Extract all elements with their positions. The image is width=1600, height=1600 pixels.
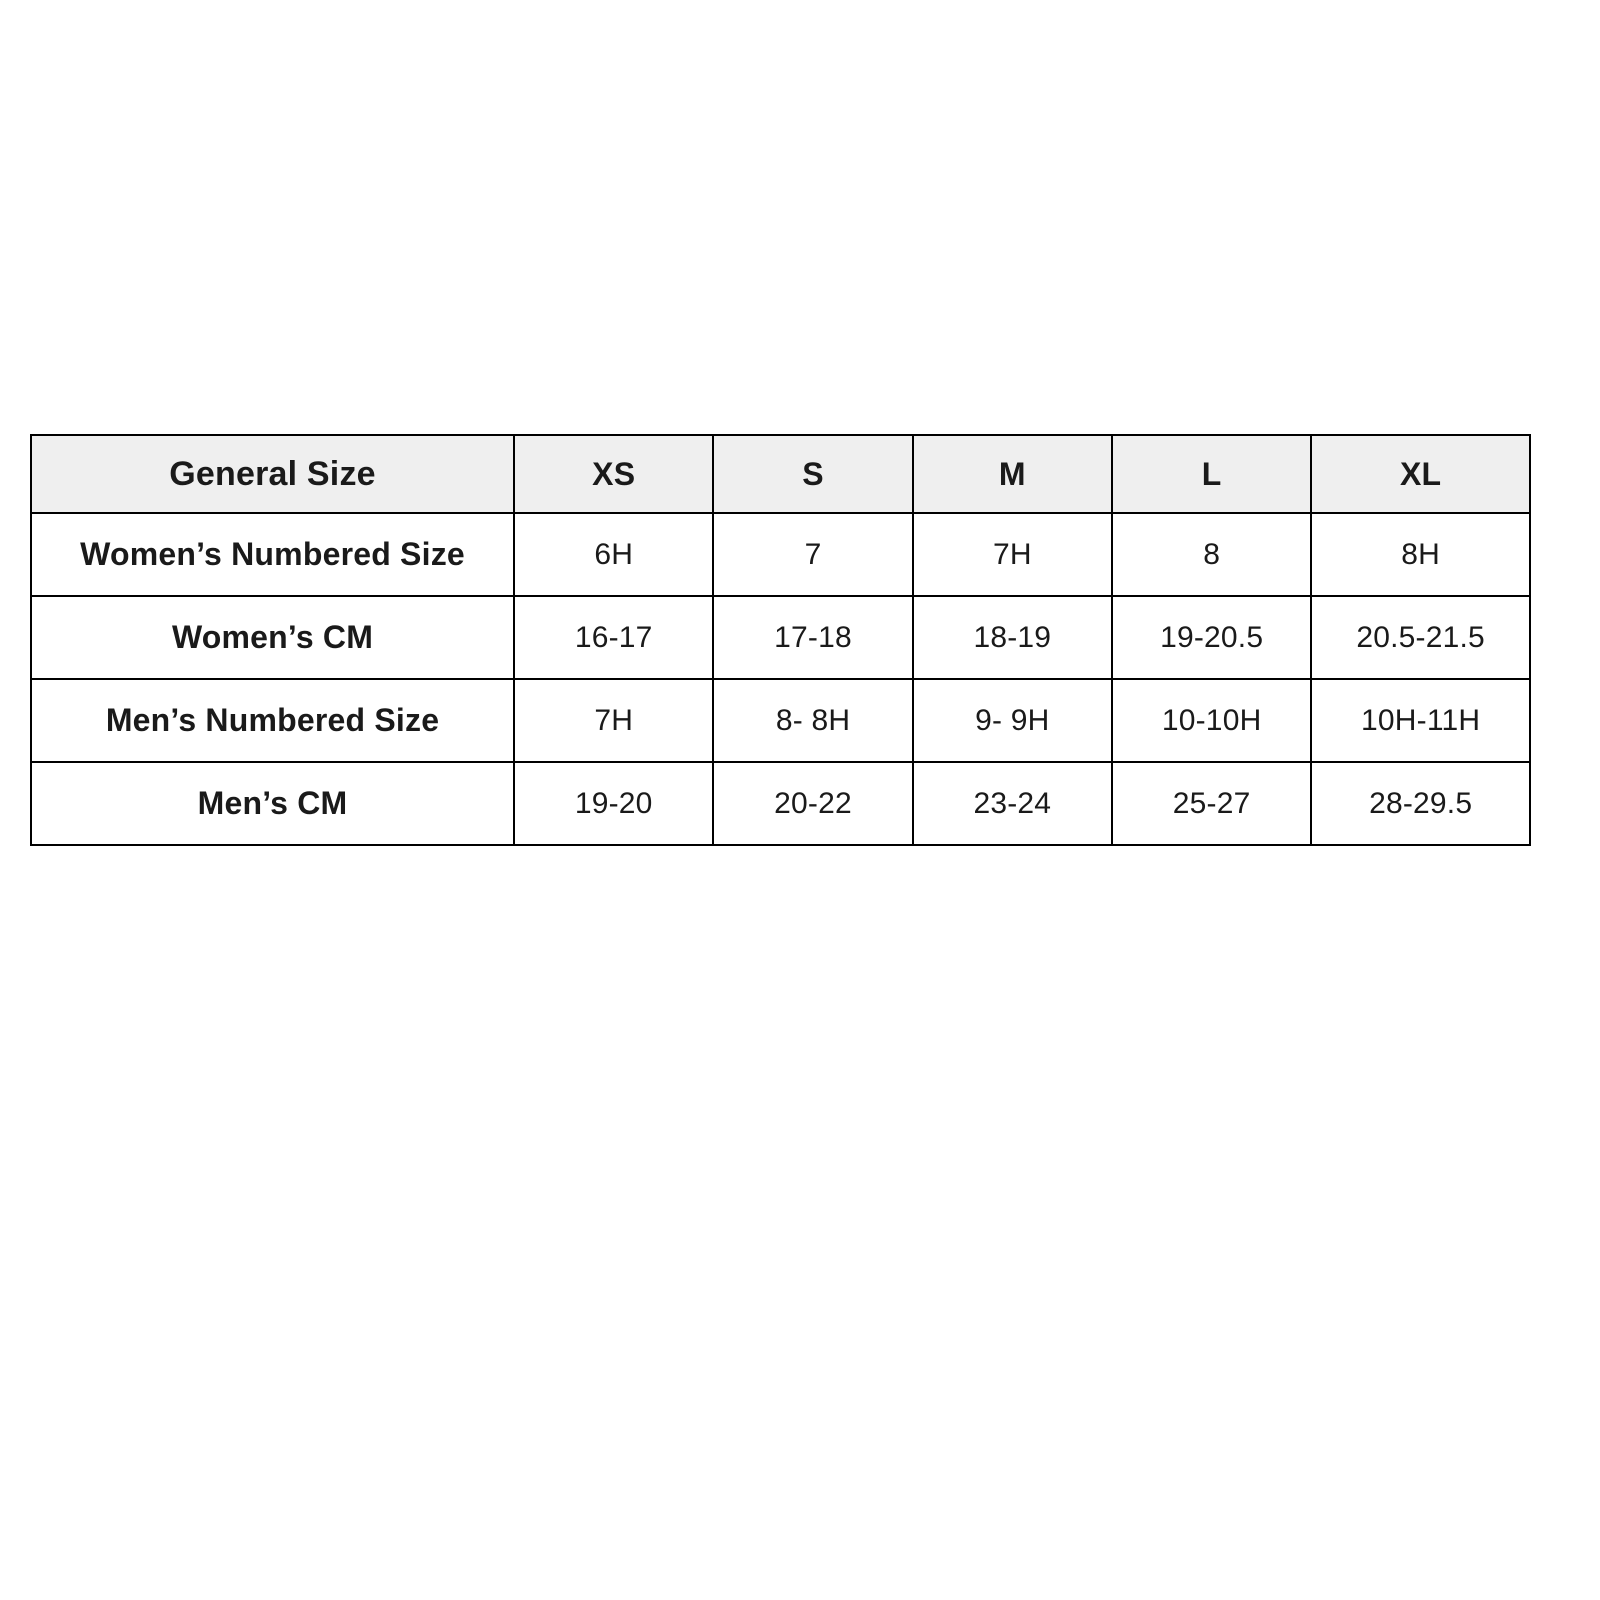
size-chart-container [30, 434, 1570, 846]
cell-mens-numbered-size-s: 8- 8H [713, 679, 912, 762]
column-header-xs: XS [514, 435, 713, 513]
cell-mens-cm-xs: 19-20 [514, 762, 713, 845]
row-label-mens-cm: Men’s CM [31, 762, 514, 845]
size-chart-table [30, 434, 1531, 846]
cell-womens-cm-s: 17-18 [713, 596, 912, 679]
row-label-womens-cm: Women’s CM [31, 596, 514, 679]
cell-mens-numbered-size-xl: 10H-11H [1311, 679, 1530, 762]
cell-mens-cm-s: 20-22 [713, 762, 912, 845]
cell-womens-numbered-size-s: 7 [713, 513, 912, 596]
cell-womens-numbered-size-xs: 6H [514, 513, 713, 596]
row-label-womens-numbered-size: Women’s Numbered Size [31, 513, 514, 596]
cell-womens-numbered-size-l: 8 [1112, 513, 1311, 596]
cell-mens-numbered-size-xs: 7H [514, 679, 713, 762]
row-label-mens-numbered-size: Men’s Numbered Size [31, 679, 514, 762]
cell-mens-cm-l: 25-27 [1112, 762, 1311, 845]
table-row [31, 679, 1530, 762]
column-header-general-size: General Size [31, 435, 514, 513]
table-row [31, 513, 1530, 596]
table-row [31, 762, 1530, 845]
cell-womens-cm-xl: 20.5-21.5 [1311, 596, 1530, 679]
column-header-m: M [913, 435, 1112, 513]
cell-womens-cm-xs: 16-17 [514, 596, 713, 679]
cell-mens-cm-m: 23-24 [913, 762, 1112, 845]
cell-womens-cm-m: 18-19 [913, 596, 1112, 679]
column-header-s: S [713, 435, 912, 513]
table-header-row [31, 435, 1530, 513]
column-header-l: L [1112, 435, 1311, 513]
cell-mens-numbered-size-m: 9- 9H [913, 679, 1112, 762]
column-header-xl: XL [1311, 435, 1530, 513]
cell-mens-cm-xl: 28-29.5 [1311, 762, 1530, 845]
cell-womens-numbered-size-m: 7H [913, 513, 1112, 596]
table-row [31, 596, 1530, 679]
cell-mens-numbered-size-l: 10-10H [1112, 679, 1311, 762]
cell-womens-numbered-size-xl: 8H [1311, 513, 1530, 596]
cell-womens-cm-l: 19-20.5 [1112, 596, 1311, 679]
